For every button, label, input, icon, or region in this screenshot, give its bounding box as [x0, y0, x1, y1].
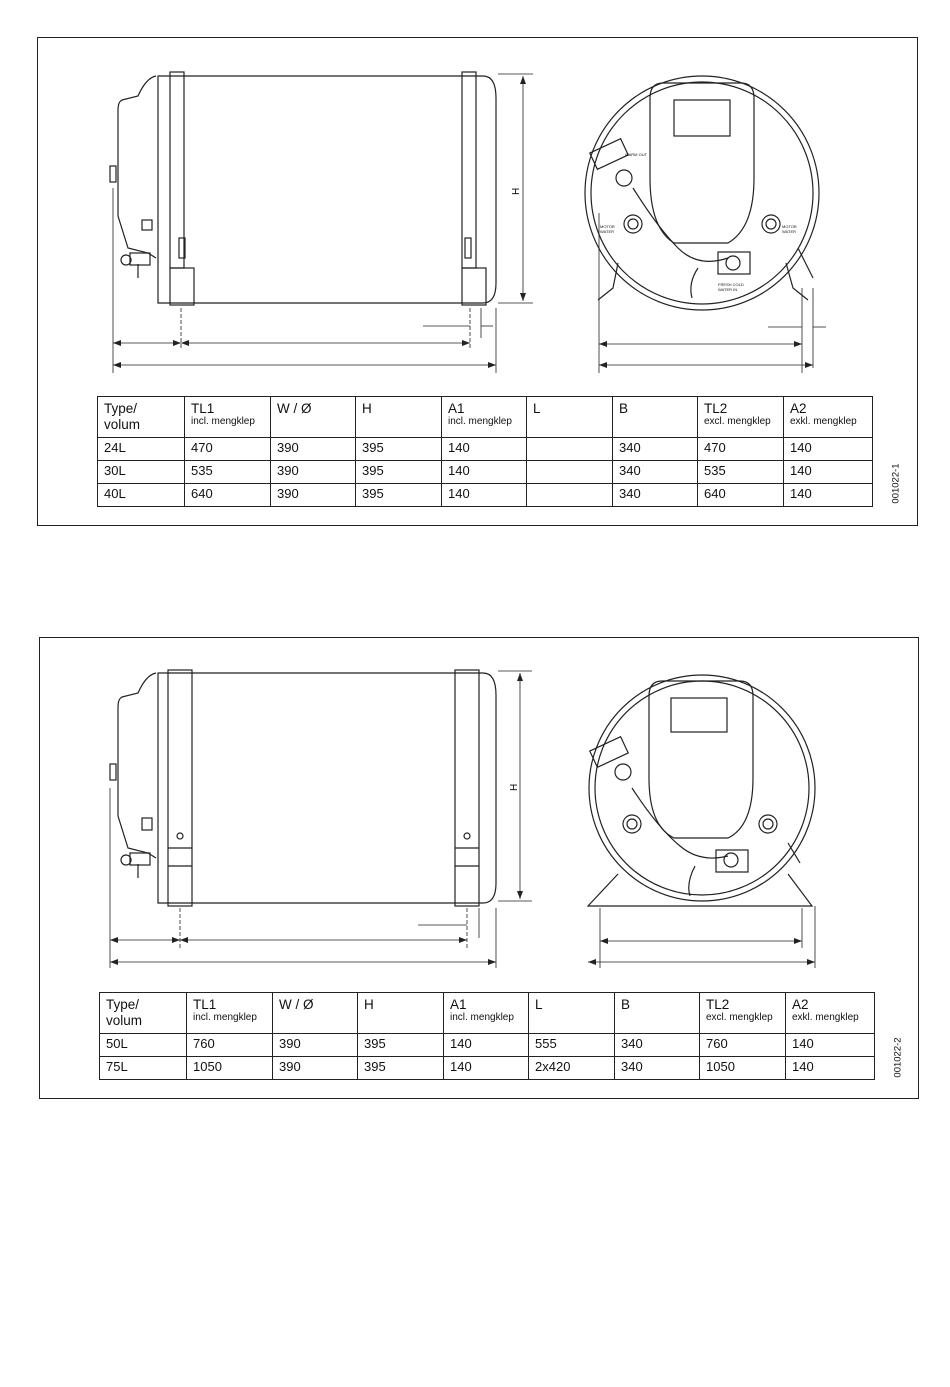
cell: 470 [185, 438, 271, 461]
cell: 640 [698, 484, 784, 507]
header-tl2: TL2 excl. mengklep [700, 993, 786, 1034]
cell [527, 484, 613, 507]
cell: 1050 [700, 1057, 786, 1080]
cell: 390 [271, 484, 356, 507]
cell [527, 438, 613, 461]
header-b: B [615, 993, 700, 1034]
table-row [98, 461, 873, 484]
header-a1: A1 incl. mengklep [444, 993, 529, 1034]
cell: 30L [98, 461, 185, 484]
cell: 340 [615, 1034, 700, 1057]
cell: 535 [698, 461, 784, 484]
figure-code-1: 001022-1 [890, 463, 902, 504]
cell: 140 [784, 484, 873, 507]
header-type: Type/ volum [98, 397, 185, 438]
cell: 340 [615, 1057, 700, 1080]
cell: 1050 [187, 1057, 273, 1080]
valve-label-motor-in: MOTOR WATER [782, 224, 797, 234]
header-a2: A2 exkl. mengklep [786, 993, 875, 1034]
cell: 390 [273, 1057, 358, 1080]
cell: 760 [187, 1034, 273, 1057]
cell: 140 [786, 1057, 875, 1080]
cell: 75L [100, 1057, 187, 1080]
cell: 24L [98, 438, 185, 461]
cell: 140 [784, 461, 873, 484]
cell: 140 [442, 438, 527, 461]
side-view-2 [110, 670, 532, 968]
cell: 140 [442, 461, 527, 484]
header-h: H [356, 397, 442, 438]
valve-label-motor-out: MOTOR WATER [600, 224, 615, 234]
header-l: L [529, 993, 615, 1034]
cell: 390 [271, 461, 356, 484]
cell: 395 [356, 438, 442, 461]
cell: 140 [444, 1034, 529, 1057]
cell: 140 [444, 1057, 529, 1080]
valve-label-warm-out: WARM OUT [625, 152, 648, 157]
cell: 40L [98, 484, 185, 507]
header-w: W / Ø [271, 397, 356, 438]
side-view-1 [110, 72, 533, 373]
table-header-row [98, 397, 873, 438]
cell: 340 [613, 438, 698, 461]
cell: 390 [271, 438, 356, 461]
height-label: H [511, 187, 522, 195]
header-w: W / Ø [273, 993, 358, 1034]
valve-label-cold-in: FRESH COLD WATER IN [718, 282, 744, 292]
cell: 395 [358, 1034, 444, 1057]
cell: 2x420 [529, 1057, 615, 1080]
header-h: H [358, 993, 444, 1034]
end-view-2 [588, 675, 815, 968]
cell: 390 [273, 1034, 358, 1057]
cell: 760 [700, 1034, 786, 1057]
header-b: B [613, 397, 698, 438]
figure-code-2: 001022-2 [892, 1037, 904, 1078]
drawing-panel-2 [39, 637, 919, 1099]
cell: 535 [185, 461, 271, 484]
spec-table-1 [97, 396, 873, 507]
cell: 140 [442, 484, 527, 507]
header-tl2: TL2 excl. mengklep [698, 397, 784, 438]
header-a1: A1 incl. mengklep [442, 397, 527, 438]
cell: 640 [185, 484, 271, 507]
header-a2: A2 exkl. mengklep [784, 397, 873, 438]
table-row [98, 484, 873, 507]
cell: 50L [100, 1034, 187, 1057]
table-row [100, 1057, 875, 1080]
cell: 395 [358, 1057, 444, 1080]
header-l: L [527, 397, 613, 438]
spec-table-2 [99, 992, 875, 1080]
cell: 340 [613, 461, 698, 484]
cell: 395 [356, 461, 442, 484]
drawing-panel-1 [37, 37, 918, 526]
table-header-row [100, 993, 875, 1034]
cell: 470 [698, 438, 784, 461]
height-label: H [509, 783, 520, 791]
cell: 340 [613, 484, 698, 507]
cell: 140 [786, 1034, 875, 1057]
header-type: Type/ volum [100, 993, 187, 1034]
cell: 395 [356, 484, 442, 507]
cell [527, 461, 613, 484]
cell: 140 [784, 438, 873, 461]
table-row [98, 438, 873, 461]
header-tl1: TL1 incl. mengklep [187, 993, 273, 1034]
header-tl1: TL1 incl. mengklep [185, 397, 271, 438]
cell: 555 [529, 1034, 615, 1057]
table-row [100, 1034, 875, 1057]
